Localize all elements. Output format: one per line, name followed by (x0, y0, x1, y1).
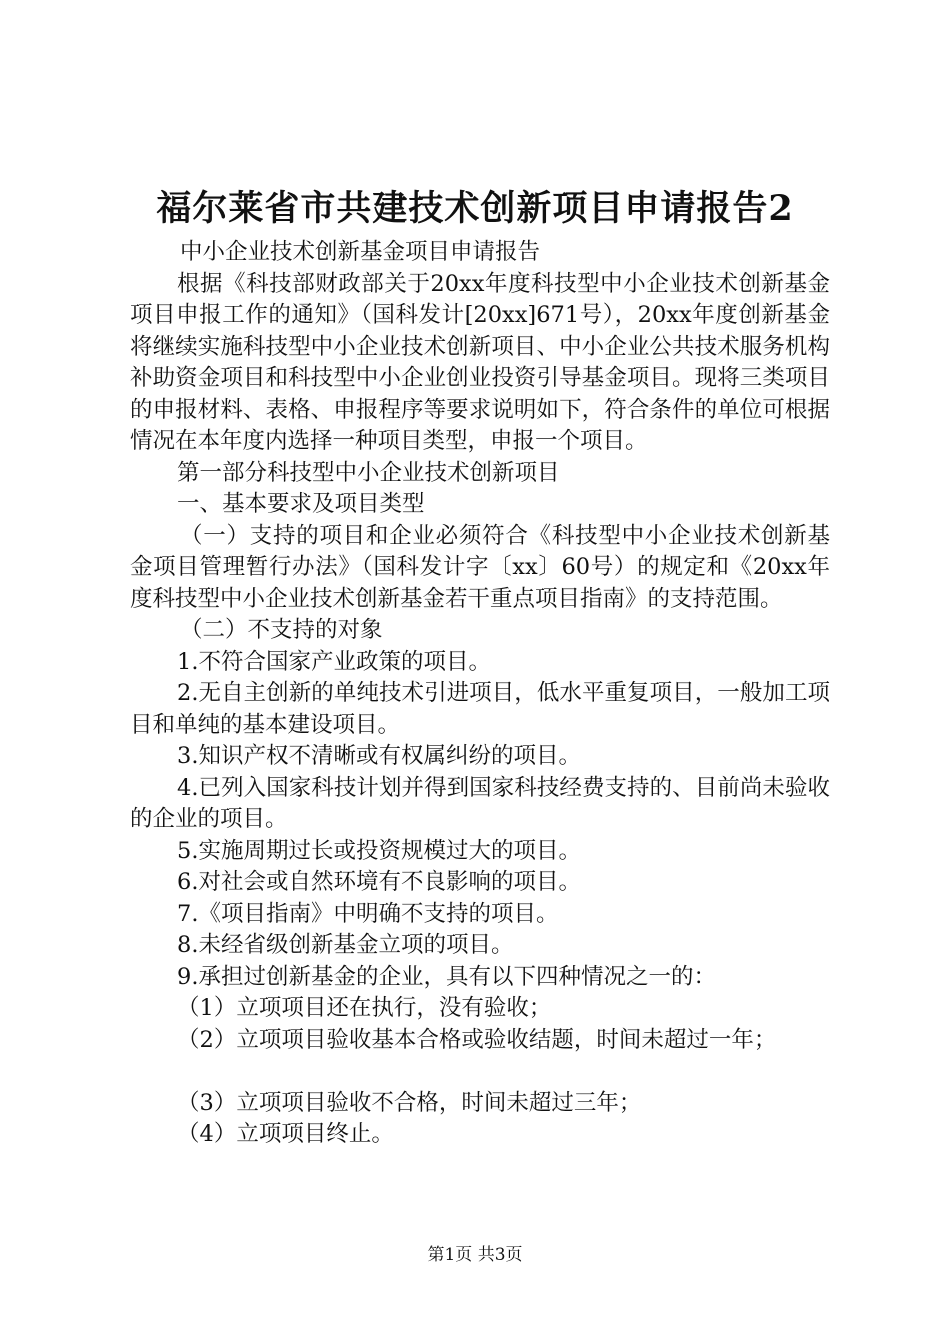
section-heading: 第一部分科技型中小企业技术创新项目 (177, 459, 560, 486)
list-item: 1.不符合国家产业政策的项目。 (177, 648, 491, 675)
sub-list-item: （2）立项项目验收基本合格或验收结题，时间未超过一年； (177, 1026, 777, 1053)
list-item: 2.无自主创新的单纯技术引进项目，低水平重复项目，一般加工项目和单纯的基本建设项目。 (130, 680, 830, 738)
document-title: 福尔莱省市共建技术创新项目申请报告2 (156, 188, 794, 229)
supported-paragraph: （一）支持的项目和企业必须符合《科技型中小企业技术创新基金项目管理暂行办法》（国科发计字〔xx〕60号）的规定和《20xx年度科技型中小企业技术创新基金若干重点项目指南》的支持范围。 (130, 522, 830, 612)
list-item: 4.已列入国家科技计划并得到国家科技经费支持的、目前尚未验收的企业的项目。 (130, 774, 830, 832)
list-item: 6.对社会或自然环境有不良影响的项目。 (177, 869, 581, 895)
list-item: 7.《项目指南》中明确不支持的项目。 (177, 900, 559, 927)
document-body (130, 237, 830, 1151)
subtitle-paragraph: 中小企业技术创新基金项目申请报告 (180, 239, 541, 265)
blank-line (130, 1056, 830, 1088)
intro-paragraph: 根据《科技部财政部关于20xx年度科技型中小企业技术创新基金项目申报工作的通知》（国科发计[20xx]671号），20xx年度创新基金将继续实施科技型中小企业技术创新项目、中小企业公共技术服务机构补助资金项目和科技型中小企业创业投资引导基金项目。现将三类项目的申报材料、表格、申报程序等要求说明如下，符合条件的单位可根据情况在本年度内选择一种项目类型，申报一个项目。 (130, 270, 830, 454)
list-item: 8.未经省级创新基金立项的项目。 (177, 932, 514, 958)
sub-list-item: （4）立项项目终止。 (177, 1121, 394, 1147)
sub-list-item: （3）立项项目验收不合格，时间未超过三年； (177, 1089, 642, 1116)
list-item: 3.知识产权不清晰或有权属纠纷的项目。 (177, 743, 581, 769)
list-item: 9.承担过创新基金的企业，具有以下四种情况之一的： (177, 963, 716, 990)
list-item: 5.实施周期过长或投资规模过大的项目。 (177, 837, 581, 864)
sub-list-item: （1）立项项目还在执行，没有验收； (177, 995, 552, 1021)
page-footer: 第1页 共3页 (427, 1245, 523, 1265)
subsection-heading: 一、基本要求及项目类型 (177, 491, 425, 517)
unsupported-heading: （二）不支持的对象 (180, 617, 383, 643)
